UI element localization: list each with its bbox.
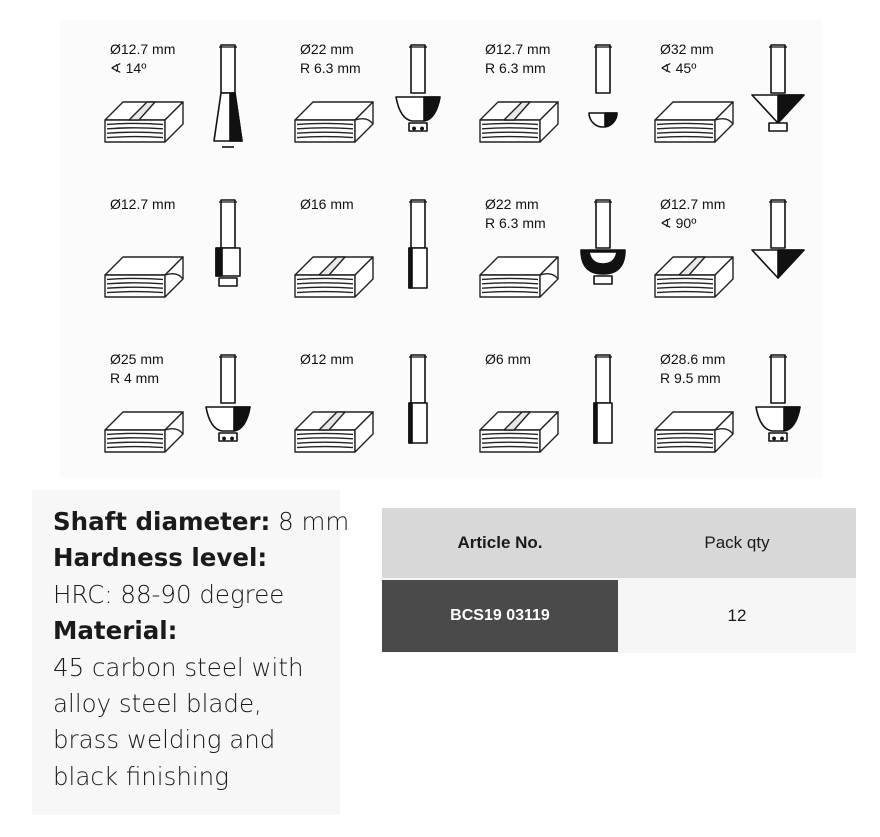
pack-qty-header: Pack qty [704, 533, 770, 552]
router-bit-chamfer [650, 40, 830, 185]
bit-profile-drawing [409, 200, 427, 288]
material-line: brass welding and [53, 725, 276, 755]
wood-profile-drawing [480, 102, 558, 142]
bit-spec-line: R 6.3 mm [485, 215, 546, 231]
bit-profile-drawing [589, 45, 617, 127]
material-line: alloy steel blade, [53, 689, 262, 719]
bit-spec-line: Ø6 mm [485, 351, 531, 367]
material-label-line [53, 613, 349, 649]
router-bit-flush-trim [100, 195, 280, 340]
router-bit-illustration [475, 195, 655, 335]
shaft-diameter-label: Shaft diameter: [53, 507, 271, 536]
bit-profile-drawing [396, 45, 440, 131]
bit-profile-drawing [214, 45, 242, 147]
wood-profile-drawing [480, 257, 558, 297]
router-bit-illustration [650, 195, 830, 335]
bit-profile-drawing [206, 355, 250, 441]
wood-profile-drawing [295, 412, 373, 452]
router-bit-core-box [475, 40, 655, 185]
router-bit-dovetail [100, 40, 280, 185]
wood-profile-drawing [295, 257, 373, 297]
wood-profile-drawing [105, 412, 183, 452]
pack-qty-cell: 12 [727, 606, 747, 625]
wood-profile-drawing [105, 102, 183, 142]
article-number-cell: BCS19 03119 [382, 580, 618, 652]
wood-profile-drawing [655, 102, 733, 142]
bit-spec-line: R 9.5 mm [660, 370, 721, 386]
shaft-diameter-line [53, 504, 349, 540]
bit-profile-drawing [216, 200, 240, 286]
article-no-header: Article No. [457, 533, 543, 552]
article-table [382, 508, 856, 653]
router-bit-straight-small [475, 350, 655, 495]
bit-spec-line: Ø22 mm [485, 196, 539, 212]
bit-spec-line: ∢ 14º [110, 60, 147, 76]
wood-profile-drawing [655, 257, 733, 297]
bit-spec-line: ∢ 90º [660, 215, 697, 231]
bit-spec-line: Ø12.7 mm [485, 41, 551, 57]
router-bit-roman-ogee [290, 40, 470, 185]
bit-spec-line: R 4 mm [110, 370, 159, 386]
hardness-label: Hardness level: [53, 543, 268, 573]
bit-spec-line: ∢ 45º [660, 60, 697, 76]
router-bit-illustration [475, 40, 655, 180]
bit-profile-drawing [594, 355, 612, 443]
hardness-value: HRC: 88-90 degree [53, 579, 285, 609]
bit-spec-line: Ø12.7 mm [110, 41, 176, 57]
bit-profile-drawing [756, 355, 800, 441]
router-bit-illustration [100, 195, 280, 335]
bit-profile-drawing [409, 355, 427, 443]
shaft-diameter-value: 8 mm [278, 507, 350, 536]
material-line: 45 carbon steel with [53, 652, 304, 682]
router-bit-cove [475, 195, 655, 340]
router-bit-illustration [290, 195, 470, 335]
router-bit-illustration [100, 350, 280, 490]
wood-profile-drawing [655, 412, 733, 452]
bit-spec-line: Ø16 mm [300, 196, 354, 212]
specifications-panel [32, 490, 350, 815]
bit-spec-line: R 6.3 mm [300, 60, 361, 76]
bit-profile-drawing [752, 200, 804, 278]
router-bit-straight [290, 195, 470, 340]
wood-profile-drawing [295, 102, 373, 142]
bit-spec-line: Ø28.6 mm [660, 351, 726, 367]
bit-profile-drawing [581, 200, 625, 284]
wood-profile-drawing [480, 412, 558, 452]
router-bit-illustration [475, 350, 655, 490]
router-bit-illustration [100, 40, 280, 180]
material-line: black finishing [53, 761, 229, 791]
router-bit-illustration [290, 40, 470, 180]
router-bit-straight-long [290, 350, 470, 495]
bit-spec-line: Ø12 mm [300, 351, 354, 367]
router-bit-illustration [290, 350, 470, 490]
router-bit-illustration [650, 350, 830, 490]
bit-spec-line: R 6.3 mm [485, 60, 546, 76]
router-bit-v-groove [650, 195, 830, 340]
bit-spec-line: Ø25 mm [110, 351, 164, 367]
material-label: Material: [53, 616, 178, 646]
router-bit-round-over [100, 350, 280, 495]
hardness-label-line [53, 540, 349, 576]
bit-spec-line: Ø12.7 mm [660, 196, 726, 212]
bit-spec-line: Ø22 mm [300, 41, 354, 57]
bit-profile-drawing [752, 45, 804, 131]
router-bit-illustration [650, 40, 830, 180]
wood-profile-drawing [105, 257, 183, 297]
bit-spec-line: Ø32 mm [660, 41, 714, 57]
bit-spec-line: Ø12.7 mm [110, 196, 176, 212]
router-bit-classical-ogee [650, 350, 830, 495]
